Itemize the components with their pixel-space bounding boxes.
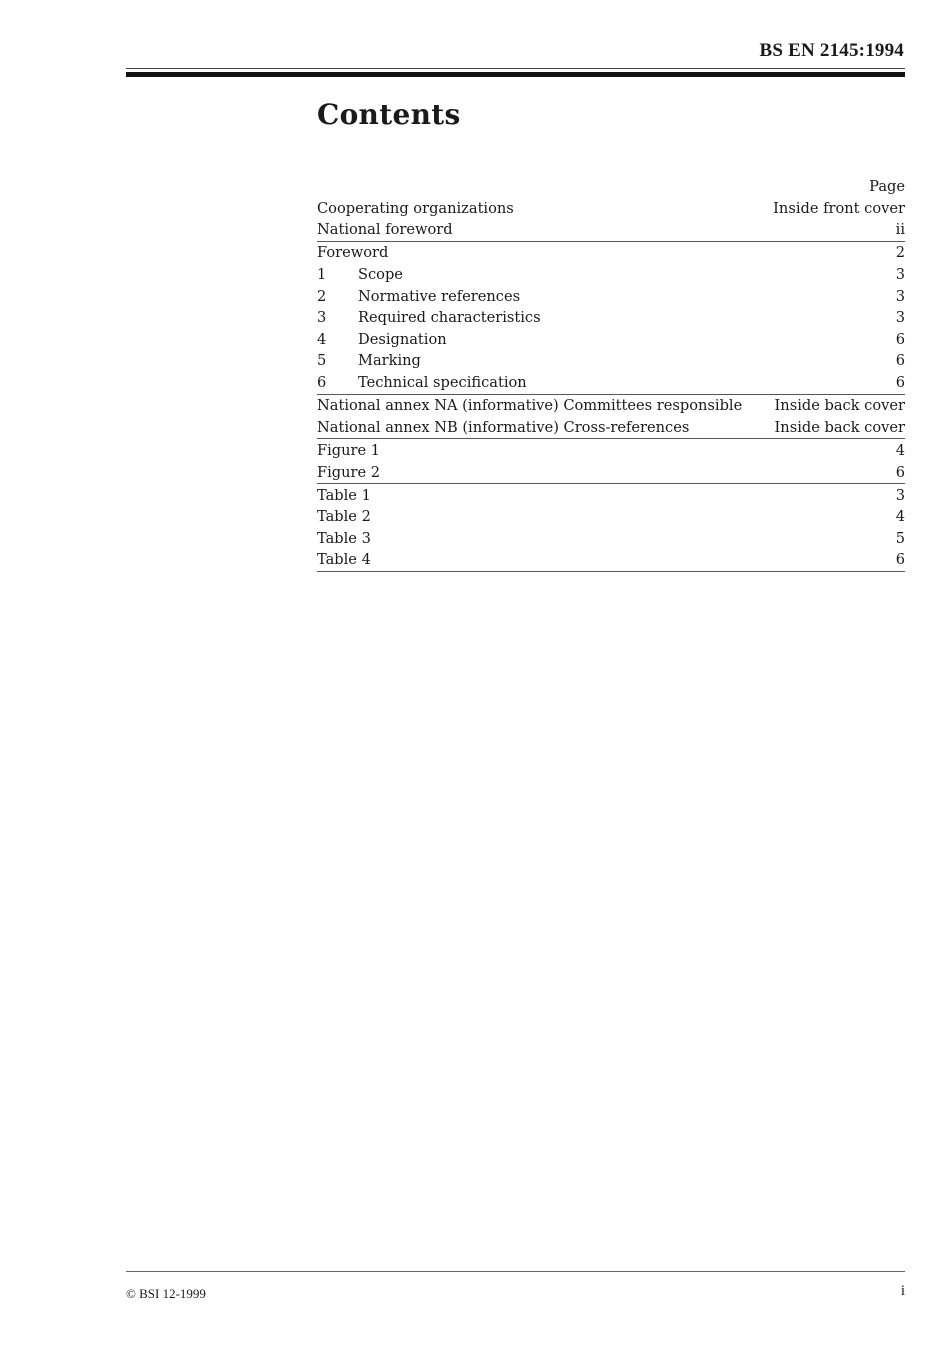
toc-page-column-header [317,176,905,198]
page-title: Contents [317,98,461,131]
table-of-contents [317,176,905,573]
toc-entry-label: Scope [358,265,403,283]
toc-entry[interactable] [317,329,905,351]
toc-entry-title [317,395,742,417]
toc-entry-page: 6 [895,373,905,391]
standard-number: BS EN 2145:1994 [759,40,904,61]
toc-entry[interactable] [317,462,905,485]
toc-entry[interactable] [317,350,905,372]
toc-entry-page: ii [895,221,905,239]
toc-entry[interactable] [317,307,905,329]
toc-entry[interactable] [317,528,905,550]
toc-entry-title [317,417,689,439]
toc-entry-label: Table 4 [317,551,371,569]
toc-entry-number: 4 [317,330,327,348]
toc-entry-page: Inside front cover [773,199,905,217]
toc-entry-label: Technical specification [358,373,527,391]
toc-entry-title [317,242,388,264]
toc-entry[interactable] [317,286,905,308]
footer-rule [126,1271,905,1272]
toc-entry-label: Marking [358,352,421,370]
toc-entry-title [317,485,371,507]
toc-entry-page: 5 [895,529,905,547]
toc-entry-label: Required characteristics [358,309,541,327]
toc-entry-title [317,198,514,220]
toc-entry-title [317,440,380,462]
toc-entry-title [317,219,453,241]
page-number: i [900,1283,905,1299]
toc-entry-title [317,307,541,329]
toc-entry-label: Table 2 [317,508,371,526]
toc-entry-page: 6 [895,352,905,370]
copyright-notice: © BSI 12-1999 [126,1286,206,1301]
toc-entry-label: Figure 2 [317,463,381,481]
header-rule-thin [126,68,905,69]
header-rule-thick [126,72,905,77]
toc-entry-page: 6 [895,463,905,481]
toc-entry-title [317,372,527,394]
toc-entry-page: Inside back cover [774,397,905,415]
toc-entry-number: 5 [317,352,327,370]
toc-entry-label: National foreword [317,221,453,239]
toc-entry-number: 3 [317,309,327,327]
toc-entry[interactable] [317,440,905,462]
toc-page-header-label: Page [869,178,905,195]
toc-entry[interactable] [317,198,905,220]
toc-entry[interactable] [317,242,905,264]
toc-entry-title [317,329,447,351]
toc-entry-label: Cooperating organizations [317,199,514,217]
toc-entry-label: Table 3 [317,529,371,547]
toc-entry[interactable] [317,219,905,242]
toc-entry-title [317,549,371,571]
toc-entry-number: 6 [317,373,327,391]
toc-entry-page: 3 [895,309,905,327]
toc-entry-number: 1 [317,265,327,283]
toc-entry-page: 4 [895,441,905,459]
toc-entry-page: 6 [895,551,905,569]
toc-entry-page: 4 [895,508,905,526]
toc-entry[interactable] [317,549,905,572]
toc-entry-title [317,350,421,372]
toc-entry-title [317,528,371,550]
toc-entry[interactable] [317,372,905,395]
toc-entry-title [317,264,403,286]
toc-entry-title [317,506,371,528]
toc-entry[interactable] [317,485,905,507]
toc-entry-page: 3 [895,265,905,283]
toc-entry-label: National annex NA (informative) Committees responsible [317,397,743,415]
toc-entry-page: 2 [895,244,905,262]
toc-entry[interactable] [317,417,905,440]
toc-entry[interactable] [317,506,905,528]
toc-entry-label: Foreword [317,244,389,262]
toc-entry-title [317,286,520,308]
toc-entry-page: 3 [895,287,905,305]
toc-entry-label: National annex NB (informative) Cross-references [317,418,690,436]
toc-entry[interactable] [317,264,905,286]
toc-entry-label: Figure 1 [317,441,381,459]
toc-entry-label: Designation [358,330,447,348]
toc-entry-label: Normative references [358,287,521,305]
toc-entry-page: 6 [895,330,905,348]
toc-entry[interactable] [317,395,905,417]
toc-entry-page: 3 [895,486,905,504]
toc-entry-label: Table 1 [317,486,371,504]
toc-entry-title [317,462,380,484]
toc-entry-page: Inside back cover [774,418,905,436]
toc-entry-number: 2 [317,287,327,305]
